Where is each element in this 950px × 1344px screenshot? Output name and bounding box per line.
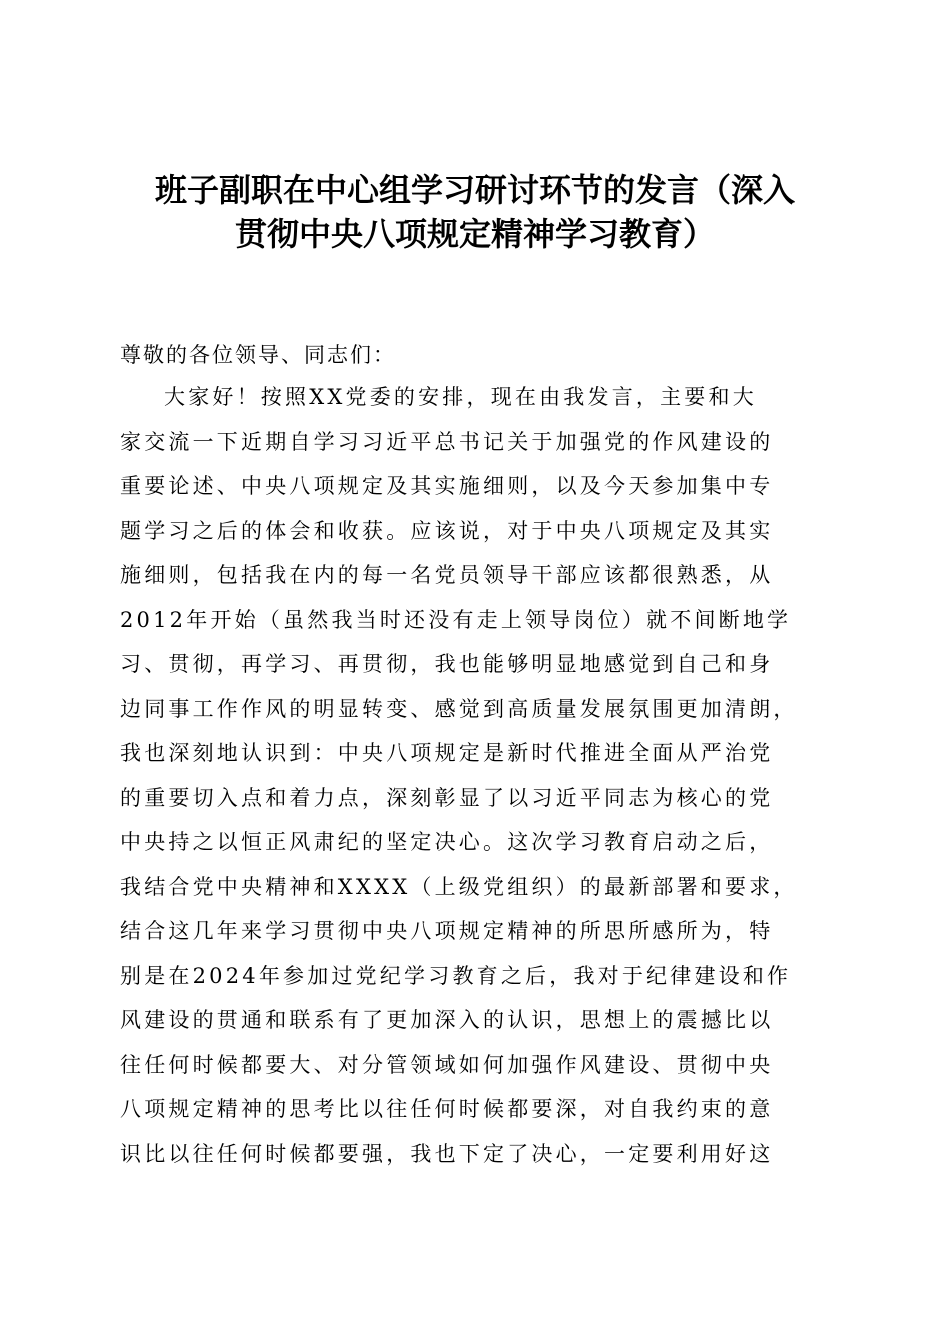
body-line: 重要论述、中央八项规定及其实施细则，以及今天参加集中专 <box>120 474 774 498</box>
body-line: 往任何时候都要大、对分管领域如何加强作风建设、贯彻中央 <box>120 1052 774 1077</box>
body-line: 别是在2024年参加过党纪学习教育之后，我对于纪律建设和作 <box>120 963 792 988</box>
body-line: 边同事工作作风的明显转变、感觉到高质量发展氛围更加清朗， <box>120 696 798 721</box>
title-line-2: 贯彻中央八项规定精神学习教育） <box>234 215 715 253</box>
body-line: 我也深刻地认识到：中央八项规定是新时代推进全面从严治党 <box>120 741 774 765</box>
title-line-1: 班子副职在中心组学习研讨环节的发言（深入 <box>154 171 795 209</box>
salutation: 尊敬的各位领导、同志们： <box>120 343 396 367</box>
body-line: 习、贯彻，再学习、再贯彻，我也能够明显地感觉到自己和身 <box>120 652 774 676</box>
body-line: 八项规定精神的思考比以往任何时候都要深，对自我约束的意 <box>120 1097 774 1121</box>
body-line: 大家好！按照XX党委的安排，现在由我发言，主要和大 <box>164 385 757 409</box>
body-line: 我结合党中央精神和XXXX（上级党组织）的最新部署和要求， <box>120 874 798 899</box>
body-line: 结合这几年来学习贯彻中央八项规定精神的所思所感所为，特 <box>120 919 774 943</box>
body-line: 家交流一下近期自学习习近平总书记关于加强党的作风建设的 <box>120 429 774 454</box>
body-line: 识比以往任何时候都要强，我也下定了决心，一定要利用好这 <box>120 1141 774 1166</box>
body-line: 风建设的贯通和联系有了更加深入的认识，思想上的震撼比以 <box>120 1008 774 1032</box>
body-paragraph <box>120 379 835 1180</box>
body-line: 题学习之后的体会和收获。应该说，对于中央八项规定及其实 <box>120 518 774 543</box>
document-title <box>110 168 840 256</box>
body-line: 中央持之以恒正风肃纪的坚定决心。这次学习教育启动之后， <box>120 830 774 854</box>
body-line: 施细则，包括我在内的每一名党员领导干部应该都很熟悉，从 <box>120 563 774 587</box>
body-line: 2012年开始（虽然我当时还没有走上领导岗位）就不间断地学 <box>120 607 792 632</box>
body-line: 的重要切入点和着力点，深刻彰显了以习近平同志为核心的党 <box>120 785 774 810</box>
